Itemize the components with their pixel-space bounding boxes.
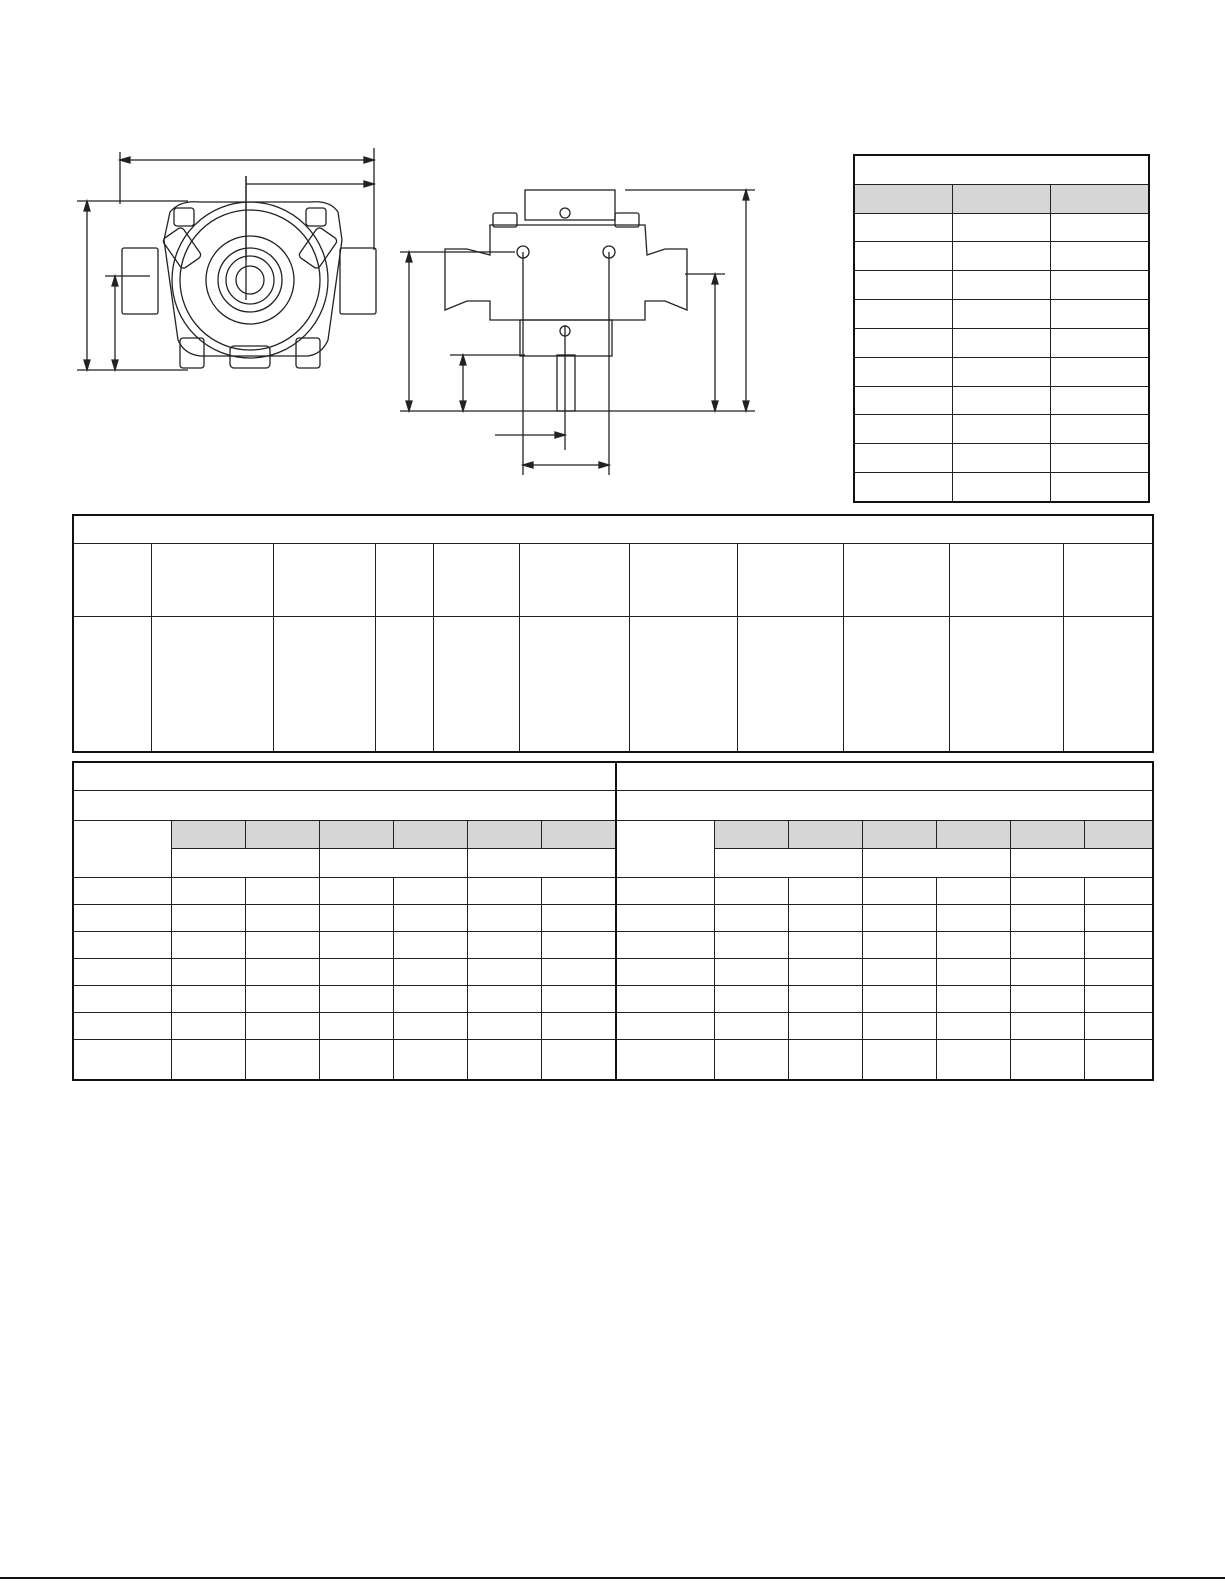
table-row [73,1012,616,1039]
performance-table-right [615,761,1154,1081]
performance-right-subtitle-cell [616,790,1153,820]
table-row [854,271,1149,300]
performance-left-title-cell [73,762,616,790]
motor-side-view-icon [395,185,765,485]
dimensions-header-cell [1051,184,1149,213]
table-row [854,328,1149,357]
performance-left-subtitle-cell [73,790,616,820]
table-row [854,472,1149,502]
row-label-header-cell [73,820,171,877]
dimensions-table-title-cell [854,155,1149,184]
dimensions-table [853,154,1150,503]
table-row [616,985,1153,1012]
dimensions-header-cell [952,184,1050,213]
table-row [73,1039,616,1080]
table-row [73,985,616,1012]
table-row [854,415,1149,444]
table-row [854,444,1149,473]
table-row [616,931,1153,958]
table-row [854,213,1149,242]
table-row [73,931,616,958]
table-row [616,877,1153,904]
table-row [854,386,1149,415]
table-row [854,242,1149,271]
performance-table-left [72,761,617,1081]
table-row [73,616,1153,752]
performance-right-title-cell [616,762,1153,790]
table-row [616,958,1153,985]
footer-divider [0,1577,1225,1579]
table-row [616,1012,1153,1039]
table-row [73,877,616,904]
specifications-title-cell [73,515,1153,543]
table-row [73,958,616,985]
table-row [854,300,1149,329]
table-row [616,1039,1153,1080]
table-row [73,904,616,931]
table-header-row [73,543,1153,616]
table-row [616,904,1153,931]
motor-front-view-icon [60,140,380,500]
dimensions-header-cell [854,184,952,213]
specifications-table [72,514,1154,753]
table-row [854,357,1149,386]
row-label-header-cell [616,820,714,877]
